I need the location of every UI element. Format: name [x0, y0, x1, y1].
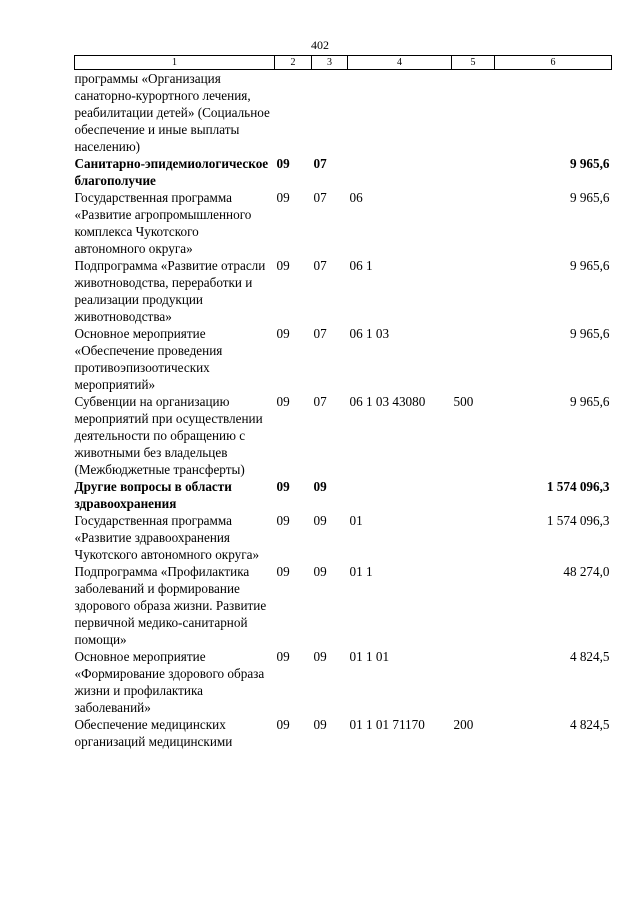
budget-table: [74, 55, 612, 750]
row-name-cell: Основное мероприятие «Обеспечение проведения противоэпизоотических мероприятий»: [74, 326, 223, 392]
column-number: 3: [312, 56, 348, 70]
table-header: [75, 56, 612, 70]
expense-type-cell: [452, 189, 495, 257]
section-code-cell: 09: [276, 717, 290, 732]
row-name-cell: Субвенции на организацию мероприятий при осуществлении деятельности по обращению с животными без владельцев (Межбюджетные трансферты): [74, 394, 263, 477]
row-name-cell: Обеспечение медицинских организаций медицинскими: [74, 717, 233, 749]
target-article-cell: 01 1: [349, 564, 373, 579]
table-row: [75, 257, 612, 325]
row-name-cell: Подпрограмма «Развитие отрасли животноводства, переработки и реализации продукции животноводства»: [74, 258, 266, 324]
target-article-cell: 06 1 03: [349, 326, 390, 341]
target-article-cell: 06: [349, 190, 363, 205]
amount-cell: 4 824,5: [569, 717, 610, 732]
row-name-cell: Санитарно-эпидемиологическое благополучие: [74, 156, 269, 188]
table-row: [75, 512, 612, 563]
row-name-cell: Другие вопросы в области здравоохранения: [74, 479, 232, 511]
amount-cell: 1 574 096,3: [546, 513, 610, 528]
table-row: [75, 478, 612, 512]
target-article-cell: 01 1 01: [349, 649, 390, 664]
column-number: 5: [452, 56, 495, 70]
expense-type-cell: 500: [453, 394, 474, 409]
target-article-cell: 01 1 01 71170: [349, 717, 425, 732]
table-row: [75, 155, 612, 189]
subsection-code-cell: 07: [313, 394, 327, 409]
column-number: 6: [495, 56, 612, 70]
amount-cell: 9 965,6: [569, 190, 610, 205]
table-row: [75, 393, 612, 478]
amount-cell: [495, 70, 612, 156]
expense-type-cell: [452, 155, 495, 189]
section-code-cell: 09: [276, 326, 290, 341]
subsection-code-cell: 07: [313, 156, 327, 171]
target-article-cell: 01: [349, 513, 363, 528]
table-row: [75, 189, 612, 257]
table-row: [75, 70, 612, 156]
amount-cell: 48 274,0: [563, 564, 610, 579]
section-code-cell: 09: [276, 156, 290, 171]
table-row: [75, 563, 612, 648]
amount-cell: 9 965,6: [569, 258, 610, 273]
table-body: [75, 70, 612, 751]
amount-cell: 9 965,6: [569, 394, 610, 409]
section-code-cell: 09: [276, 479, 290, 494]
section-code-cell: 09: [276, 394, 290, 409]
section-code-cell: [275, 70, 312, 156]
expense-type-cell: [452, 648, 495, 716]
expense-type-cell: [452, 70, 495, 156]
subsection-code-cell: 09: [313, 564, 327, 579]
section-code-cell: 09: [276, 258, 290, 273]
subsection-code-cell: 09: [313, 717, 327, 732]
subsection-code-cell: 09: [313, 479, 327, 494]
amount-cell: 9 965,6: [569, 156, 610, 171]
target-article-cell: 06 1: [349, 258, 373, 273]
target-article-cell: 06 1 03 43080: [349, 394, 426, 409]
table-row: [75, 325, 612, 393]
table-row: [75, 716, 612, 750]
amount-cell: 9 965,6: [569, 326, 610, 341]
row-name-cell: программы «Организация санаторно-курортного лечения, реабилитации детей» (Социальное обеспечение и иные выплаты населению): [74, 71, 270, 154]
expense-type-cell: [452, 478, 495, 512]
target-article-cell: [348, 70, 452, 156]
target-article-cell: [348, 478, 452, 512]
subsection-code-cell: [312, 70, 348, 156]
column-number-row: [75, 56, 612, 70]
expense-type-cell: [452, 257, 495, 325]
column-number: 4: [348, 56, 452, 70]
table-row: [75, 648, 612, 716]
subsection-code-cell: 07: [313, 258, 327, 273]
subsection-code-cell: 09: [313, 649, 327, 664]
column-number: 2: [275, 56, 312, 70]
row-name-cell: Подпрограмма «Профилактика заболеваний и формирование здорового образа жизни. Развитие первичной медико-санитарной помощи»: [74, 564, 267, 647]
row-name-cell: Государственная программа «Развитие агропромышленного комплекса Чукотского автономного округа»: [74, 190, 252, 256]
amount-cell: 4 824,5: [569, 649, 610, 664]
subsection-code-cell: 09: [313, 513, 327, 528]
section-code-cell: 09: [276, 190, 290, 205]
section-code-cell: 09: [276, 649, 290, 664]
section-code-cell: 09: [276, 564, 290, 579]
target-article-cell: [348, 155, 452, 189]
section-code-cell: 09: [276, 513, 290, 528]
expense-type-cell: [452, 325, 495, 393]
expense-type-cell: [452, 563, 495, 648]
amount-cell: 1 574 096,3: [546, 479, 610, 494]
column-number: 1: [75, 56, 275, 70]
subsection-code-cell: 07: [313, 190, 327, 205]
expense-type-cell: [452, 512, 495, 563]
expense-type-cell: 200: [453, 717, 474, 732]
row-name-cell: Основное мероприятие «Формирование здорового образа жизни и профилактика заболеваний»: [74, 649, 265, 715]
page-number: 402: [311, 38, 329, 52]
subsection-code-cell: 07: [313, 326, 327, 341]
row-name-cell: Государственная программа «Развитие здравоохранения Чукотского автономного округа»: [74, 513, 260, 562]
